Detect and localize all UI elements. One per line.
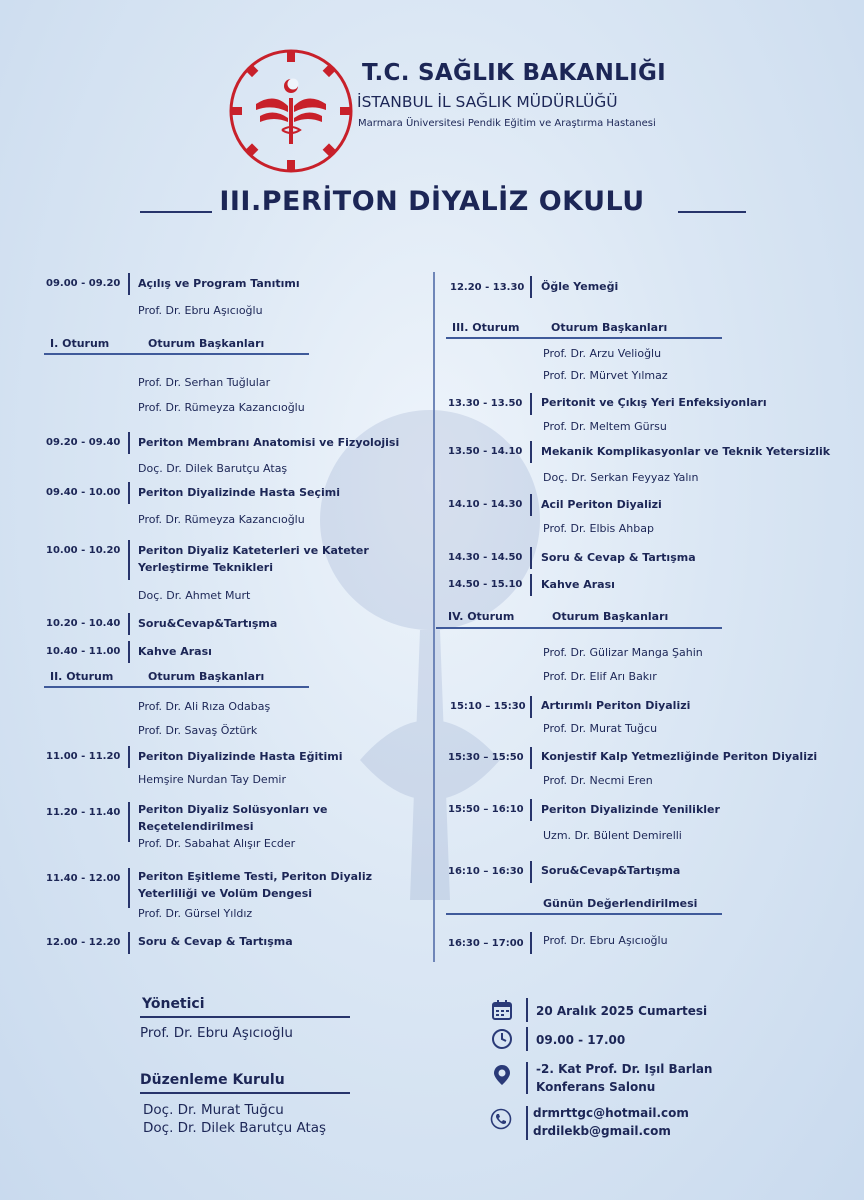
speaker: Prof. Dr. Meltem Gürsu — [543, 420, 667, 433]
time: 12.00 - 12.20 — [46, 937, 121, 948]
session-label: IV. Oturum — [448, 610, 515, 623]
title-rule-right — [678, 211, 746, 213]
venue-line1: -2. Kat Prof. Dr. Işıl Barlan — [536, 1062, 713, 1076]
speaker: Doç. Dr. Dilek Barutçu Ataş — [138, 462, 288, 475]
chair: Prof. Dr. Mürvet Yılmaz — [543, 369, 668, 382]
speaker: Prof. Dr. Murat Tuğcu — [543, 722, 658, 735]
time: 09.40 - 10.00 — [46, 487, 121, 498]
time: 14.50 - 15.10 — [448, 579, 523, 590]
chair: Prof. Dr. Arzu Velioğlu — [543, 347, 662, 360]
directorate-name: İSTANBUL İL SAĞLIK MÜDÜRLÜĞÜ — [357, 93, 618, 111]
committee-heading: Düzenleme Kurulu — [140, 1072, 285, 1088]
talk-title: Öğle Yemeği — [541, 280, 619, 293]
hospital-name: Marmara Üniversitesi Pendik Eğitim ve Araştırma Hastanesi — [358, 118, 656, 129]
talk-title: Periton Diyalizinde Hasta Eğitimi — [138, 750, 343, 763]
talk-title-line1: Periton Eşitleme Testi, Periton Diyaliz — [138, 870, 372, 883]
talk-title: Periton Diyalizinde Hasta Seçimi — [138, 486, 340, 499]
speaker: Uzm. Dr. Bülent Demirelli — [543, 829, 682, 842]
director-heading: Yönetici — [142, 996, 205, 1012]
talk-title-line1: Periton Diyaliz Solüsyonları ve — [138, 803, 328, 816]
session-chairs-heading: Oturum Başkanları — [551, 321, 668, 334]
time: 14.30 - 14.50 — [448, 552, 523, 563]
speaker: Prof. Dr. Sabahat Alışır Ecder — [138, 837, 296, 850]
talk-title: Soru & Cevap & Tartışma — [138, 935, 293, 948]
session-chairs-heading: Oturum Başkanları — [148, 337, 265, 350]
speaker: Prof. Dr. Ebru Aşıcıoğlu — [138, 304, 263, 317]
time: 13.30 - 13.50 — [448, 398, 523, 409]
talk-title: Mekanik Komplikasyonlar ve Teknik Yetersizlik — [541, 445, 831, 458]
time: 11.40 - 12.00 — [46, 873, 121, 884]
time: 15:30 – 15:50 — [448, 752, 524, 763]
speaker: Prof. Dr. Elbis Ahbap — [543, 522, 654, 535]
page-title: III.PERİTON DİYALİZ OKULU — [219, 186, 645, 217]
talk-title: Soru&Cevap&Tartışma — [541, 864, 681, 877]
speaker: Hemşire Nurdan Tay Demir — [138, 773, 286, 786]
chair: Prof. Dr. Ali Rıza Odabaş — [138, 700, 271, 713]
contact-email[interactable]: drdilekb@gmail.com — [533, 1124, 671, 1138]
time: 11.20 - 11.40 — [46, 807, 121, 818]
committee-member: Doç. Dr. Dilek Barutçu Ataş — [143, 1120, 327, 1136]
session-label: I. Oturum — [50, 337, 110, 350]
time: 10.20 - 10.40 — [46, 618, 121, 629]
venue-line2: Konferans Salonu — [536, 1080, 656, 1094]
talk-title: Periton Membranı Anatomisi ve Fizyolojisi — [138, 436, 400, 449]
tree-watermark — [300, 380, 560, 900]
session-chairs-heading: Oturum Başkanları — [552, 610, 669, 623]
time: 15:10 – 15:30 — [450, 701, 526, 712]
time: 16:30 – 17:00 — [448, 938, 524, 949]
talk-title: Periton Diyalizinde Yenilikler — [541, 803, 720, 816]
committee-member: Doç. Dr. Murat Tuğcu — [143, 1102, 284, 1118]
event-date: 20 Aralık 2025 Cumartesi — [536, 1004, 708, 1018]
talk-title: Kahve Arası — [138, 645, 212, 658]
speaker: Doç. Dr. Ahmet Murt — [138, 589, 251, 602]
speaker: Doç. Dr. Serkan Feyyaz Yalın — [543, 471, 699, 484]
chair: Prof. Dr. Rümeyza Kazancıoğlu — [138, 401, 305, 414]
time: 09.00 - 09.20 — [46, 278, 121, 289]
talk-title-line2: Yeterliliği ve Volüm Dengesi — [138, 887, 313, 900]
contact-email[interactable]: drmrttgc@hotmail.com — [533, 1106, 689, 1120]
talk-title: Kahve Arası — [541, 578, 615, 591]
talk-title-line1: Periton Diyaliz Kateterleri ve Kateter — [138, 544, 369, 557]
time: 11.00 - 11.20 — [46, 751, 121, 762]
talk-title: Acil Periton Diyalizi — [541, 498, 662, 511]
talk-title-line2: Reçetelendirilmesi — [138, 820, 254, 833]
speaker: Prof. Dr. Gürsel Yıldız — [138, 907, 253, 920]
time: 10.40 - 11.00 — [46, 646, 121, 657]
ministry-name: T.C. SAĞLIK BAKANLIĞI — [362, 60, 666, 86]
time: 13.50 - 14.10 — [448, 446, 523, 457]
time: 14.10 - 14.30 — [448, 499, 523, 510]
director-name: Prof. Dr. Ebru Aşıcıoğlu — [140, 1025, 293, 1041]
talk-title: Peritonit ve Çıkış Yeri Enfeksiyonları — [541, 396, 767, 409]
location-pin-icon — [491, 1064, 513, 1086]
talk-title: Açılış ve Program Tanıtımı — [138, 277, 300, 290]
event-hours: 09.00 - 17.00 — [536, 1033, 626, 1047]
talk-title: Soru & Cevap & Tartışma — [541, 551, 696, 564]
time: 15:50 – 16:10 — [448, 804, 524, 815]
session-label: II. Oturum — [50, 670, 114, 683]
chair: Prof. Dr. Savaş Öztürk — [138, 724, 258, 737]
time: 16:10 – 16:30 — [448, 866, 524, 877]
time: 09.20 - 09.40 — [46, 437, 121, 448]
evaluation-heading: Günün Değerlendirilmesi — [543, 897, 698, 910]
time: 12.20 - 13.30 — [450, 282, 525, 293]
talk-title: Konjestif Kalp Yetmezliğinde Periton Diyalizi — [541, 750, 818, 763]
speaker: Prof. Dr. Rümeyza Kazancıoğlu — [138, 513, 305, 526]
talk-title-line2: Yerleştirme Teknikleri — [138, 561, 273, 574]
chair: Prof. Dr. Gülizar Manga Şahin — [543, 646, 703, 659]
session-chairs-heading: Oturum Başkanları — [148, 670, 265, 683]
session-label: III. Oturum — [452, 321, 520, 334]
time: 10.00 - 10.20 — [46, 545, 121, 556]
phone-icon — [490, 1108, 512, 1130]
chair: Prof. Dr. Serhan Tuğlular — [138, 376, 271, 389]
talk-title: Soru&Cevap&Tartışma — [138, 617, 278, 630]
ministry-logo — [226, 46, 356, 176]
speaker: Prof. Dr. Ebru Aşıcıoğlu — [543, 934, 668, 947]
column-divider — [433, 272, 435, 962]
calendar-icon — [491, 999, 513, 1021]
clock-icon — [491, 1028, 513, 1050]
talk-title: Artırımlı Periton Diyalizi — [541, 699, 691, 712]
chair: Prof. Dr. Elif Arı Bakır — [543, 670, 657, 683]
speaker: Prof. Dr. Necmi Eren — [543, 774, 653, 787]
